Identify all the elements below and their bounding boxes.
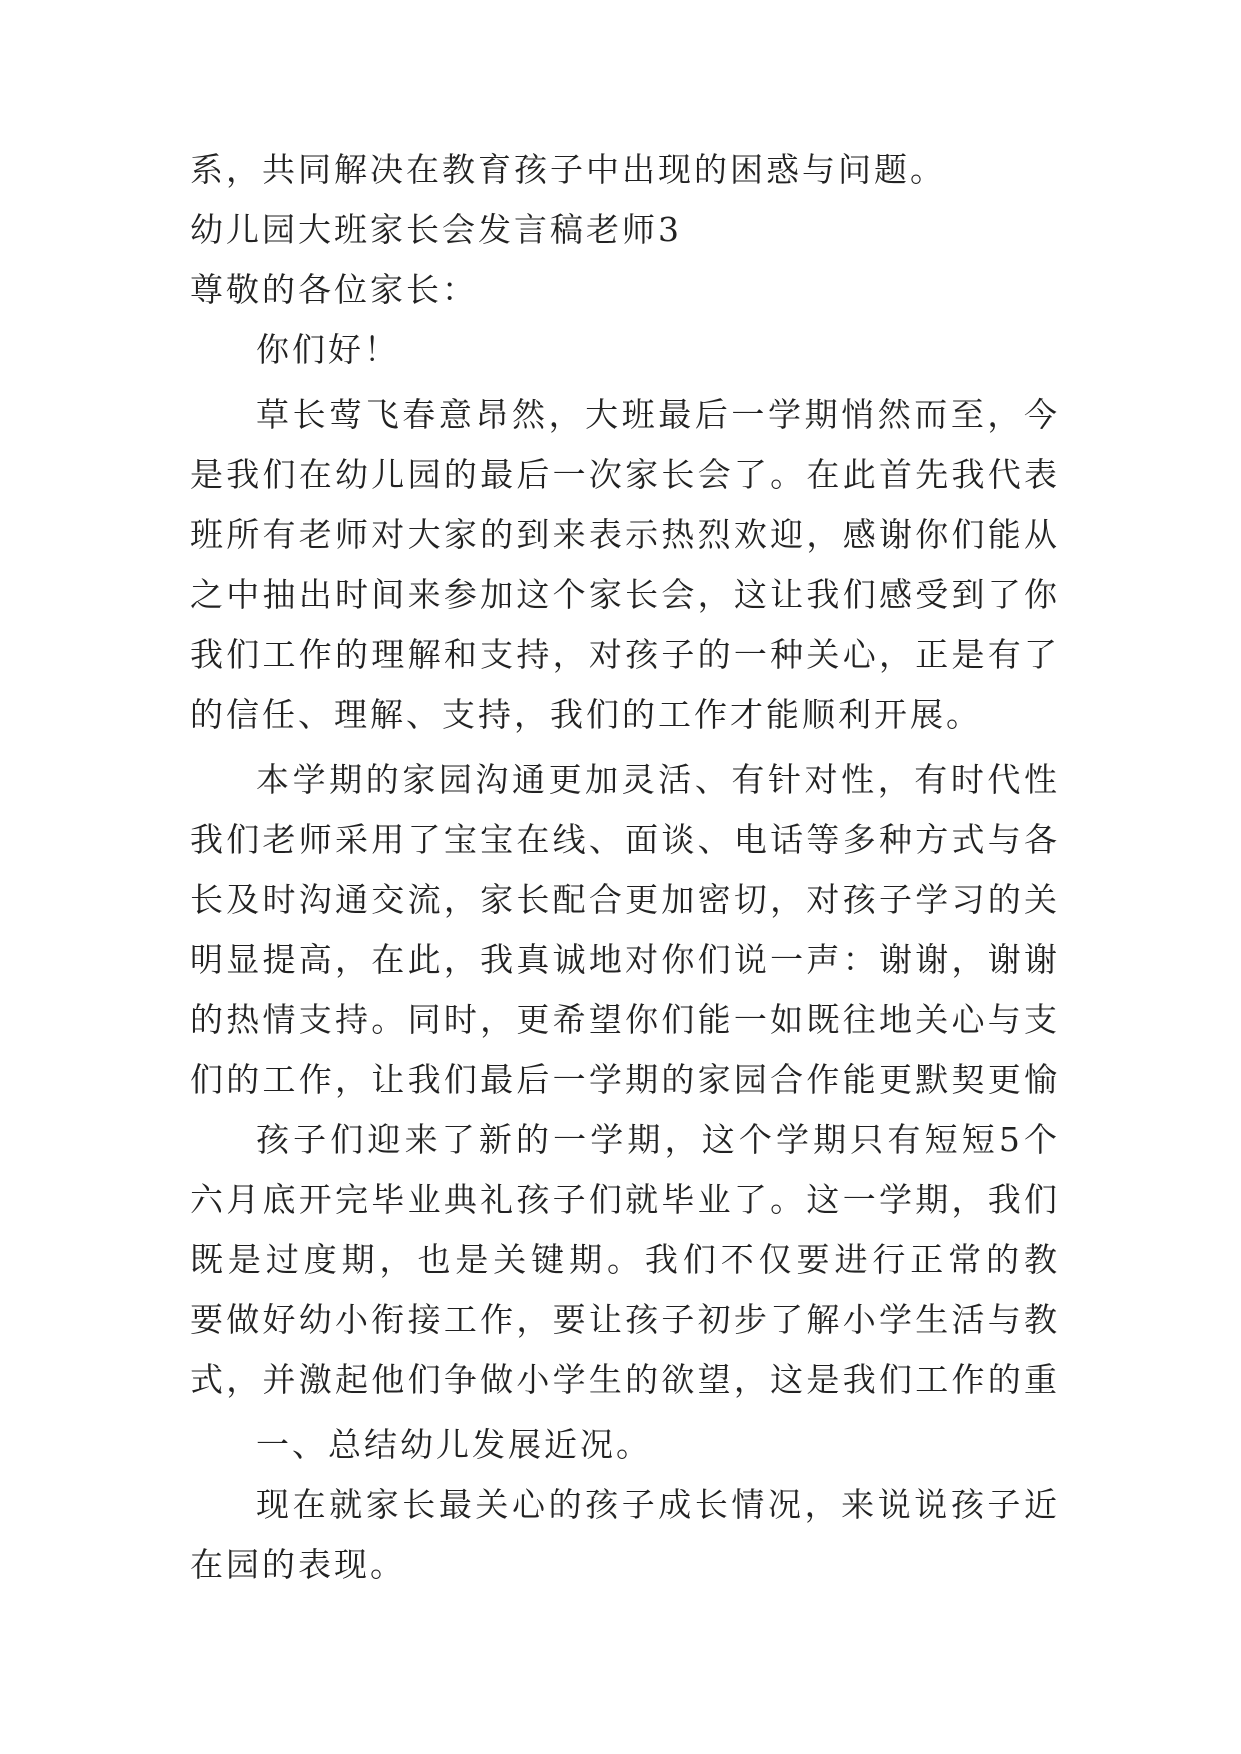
section-heading: 幼儿园大班家长会发言稿老师3: [190, 210, 682, 249]
text-line: 长及时沟通交流，家长配合更加密切，对孩子学习的关: [190, 880, 1060, 919]
text-line: 系，共同解决在教育孩子中出现的困惑与问题。: [190, 150, 946, 189]
text-line: 的热情支持。同时，更希望你们能一如既往地关心与支: [190, 1000, 1060, 1039]
list-heading: 一、总结幼儿发展近况。: [256, 1425, 652, 1464]
text-line: 的信任、理解、支持，我们的工作才能顺利开展。: [190, 695, 982, 734]
text-line: 明显提高，在此，我真诚地对你们说一声：谢谢，谢谢: [190, 940, 1060, 979]
text-line: 草长莺飞春意昂然，大班最后一学期悄然而至，今: [256, 395, 1060, 434]
text-line: 要做好幼小衔接工作，要让孩子初步了解小学生活与教: [190, 1300, 1060, 1339]
text-line: 六月底开完毕业典礼孩子们就毕业了。这一学期，我们: [190, 1180, 1060, 1219]
text-line: 本学期的家园沟通更加灵活、有针对性，有时代性: [256, 760, 1060, 799]
text-line: 们的工作，让我们最后一学期的家园合作能更默契更愉: [190, 1060, 1060, 1099]
text-line: 之中抽出时间来参加这个家长会，这让我们感受到了你: [190, 575, 1060, 614]
text-line: 是我们在幼儿园的最后一次家长会了。在此首先我代表: [190, 455, 1060, 494]
text-line: 既是过度期，也是关键期。我们不仅要进行正常的教: [190, 1240, 1060, 1279]
text-line: 我们工作的理解和支持，对孩子的一种关心，正是有了: [190, 635, 1060, 674]
text-line: 孩子们迎来了新的一学期，这个学期只有短短5个: [256, 1120, 1060, 1159]
greeting: 你们好！: [256, 330, 400, 369]
salutation: 尊敬的各位家长：: [190, 270, 478, 309]
text-line: 班所有老师对大家的到来表示热烈欢迎，感谢你们能从: [190, 515, 1060, 554]
text-line: 我们老师采用了宝宝在线、面谈、电话等多种方式与各: [190, 820, 1060, 859]
text-line: 现在就家长最关心的孩子成长情况，来说说孩子近: [256, 1485, 1060, 1524]
text-line: 式，并激起他们争做小学生的欲望，这是我们工作的重: [190, 1360, 1060, 1399]
text-line: 在园的表现。: [190, 1545, 406, 1584]
